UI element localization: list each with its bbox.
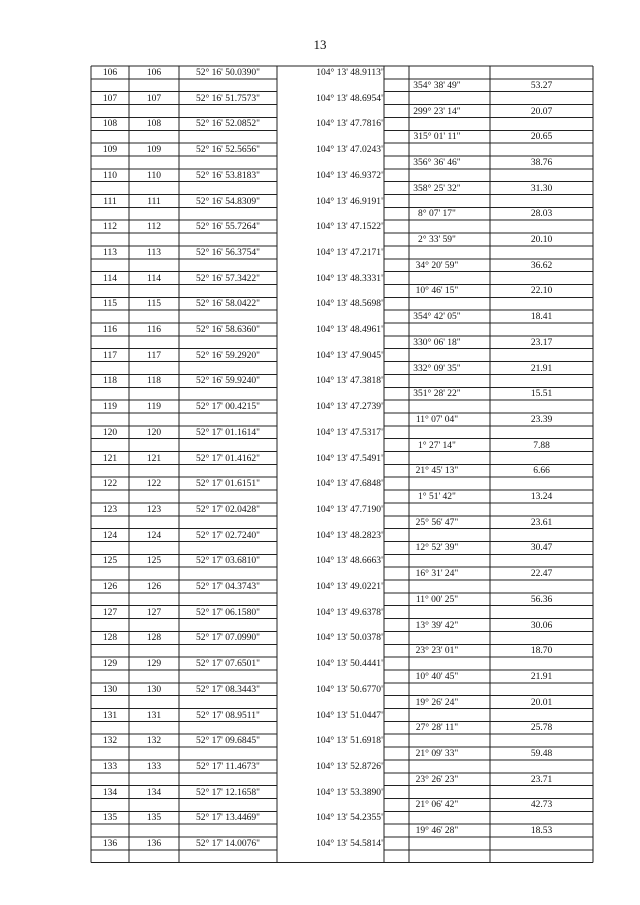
point-longitude: 104° 13' 51.0447" xyxy=(316,710,385,721)
segment-angle: 23° 23' 01" xyxy=(415,646,459,657)
segment-angle: 10° 46' 15" xyxy=(415,286,459,297)
point-id: 113 xyxy=(103,247,117,258)
point-latitude: 52° 17' 01.6151" xyxy=(195,479,260,490)
point-longitude: 104° 13' 47.1522" xyxy=(316,222,385,233)
point-longitude: 104° 13' 51.6918" xyxy=(316,736,385,747)
segment-length: 25.78 xyxy=(530,723,553,734)
segment-length: 18.53 xyxy=(530,826,553,837)
point-number: 120 xyxy=(146,427,162,438)
point-number: 113 xyxy=(147,247,161,258)
point-latitude: 52° 17' 01.1614" xyxy=(195,427,260,438)
segment-angle: 8° 07' 17" xyxy=(418,209,456,220)
point-latitude: 52° 17' 14.0076" xyxy=(195,839,260,849)
point-latitude: 52° 17' 07.0990" xyxy=(195,633,260,644)
point-longitude: 104° 13' 54.5814" xyxy=(316,839,385,849)
segment-length: 18.70 xyxy=(530,646,553,657)
point-id: 115 xyxy=(103,299,117,310)
point-latitude: 52° 16' 52.0852" xyxy=(195,119,260,130)
point-latitude: 52° 16' 54.8309" xyxy=(195,196,260,207)
segment-angle: 21° 45' 13" xyxy=(415,466,459,477)
point-number: 133 xyxy=(146,761,162,772)
segment-angle: 34° 20' 59" xyxy=(415,260,459,271)
point-longitude: 104° 13' 48.4961" xyxy=(316,325,385,335)
segment-angle: 21° 09' 33" xyxy=(415,749,459,760)
point-latitude: 52° 17' 02.0428" xyxy=(195,504,260,515)
point-number: 123 xyxy=(146,504,162,515)
segment-length: 7.88 xyxy=(533,440,550,451)
point-latitude: 52° 17' 02.7240" xyxy=(195,530,260,541)
point-longitude: 104° 13' 48.6954" xyxy=(316,93,385,104)
segment-length: 22.10 xyxy=(530,286,553,297)
segment-length: 23.39 xyxy=(530,414,553,425)
point-number: 130 xyxy=(146,684,162,695)
point-id: 131 xyxy=(102,710,118,721)
point-number: 127 xyxy=(146,607,162,618)
point-id: 129 xyxy=(102,659,118,670)
point-id: 124 xyxy=(102,530,118,541)
point-number: 118 xyxy=(147,376,161,387)
segment-angle: 1° 51' 42" xyxy=(418,492,456,503)
segment-angle: 23° 26' 23" xyxy=(415,774,459,785)
point-number: 109 xyxy=(146,145,162,156)
point-number: 128 xyxy=(146,633,162,644)
point-id: 107 xyxy=(102,93,118,104)
point-number: 108 xyxy=(146,119,162,130)
point-id: 111 xyxy=(103,196,117,207)
segment-length: 56.36 xyxy=(530,594,553,605)
point-number: 112 xyxy=(147,222,161,233)
segment-angle: 1° 27' 14" xyxy=(418,440,456,451)
point-number: 116 xyxy=(147,325,161,335)
point-latitude: 52° 16' 57.3422" xyxy=(195,273,260,284)
point-id: 109 xyxy=(102,145,118,156)
segment-length: 21.91 xyxy=(530,363,553,374)
segment-length: 20.65 xyxy=(530,132,553,143)
segment-length: 42.73 xyxy=(530,800,553,811)
point-longitude: 104° 13' 54.2355" xyxy=(316,813,385,824)
point-id: 106 xyxy=(102,68,118,78)
segment-length: 22.47 xyxy=(530,569,553,580)
point-longitude: 104° 13' 50.4441" xyxy=(316,659,385,670)
point-latitude: 52° 16' 56.3754" xyxy=(195,247,260,258)
segment-angle: 12° 52' 39" xyxy=(415,543,459,554)
point-number: 129 xyxy=(146,659,162,670)
point-longitude: 104° 13' 47.9045" xyxy=(316,350,385,361)
point-latitude: 52° 16' 59.2920" xyxy=(195,350,260,361)
point-latitude: 52° 16' 58.6360" xyxy=(195,325,260,335)
point-number: 136 xyxy=(146,839,162,849)
segment-length: 31.30 xyxy=(530,183,553,194)
segment-length: 53.27 xyxy=(530,80,553,91)
point-longitude: 104° 13' 46.9372" xyxy=(316,170,385,181)
segment-angle: 315° 01' 11" xyxy=(413,132,461,143)
segment-angle: 11° 00' 25" xyxy=(415,594,459,605)
segment-length: 38.76 xyxy=(530,157,553,168)
segment-length: 28.03 xyxy=(530,209,553,220)
point-number: 110 xyxy=(147,170,161,181)
page-number: 13 xyxy=(313,37,327,52)
point-id: 112 xyxy=(103,222,117,233)
point-number: 125 xyxy=(146,556,162,567)
point-id: 108 xyxy=(102,119,118,130)
point-id: 123 xyxy=(102,504,118,515)
segment-length: 6.66 xyxy=(533,466,550,477)
segment-angle: 354° 38' 49" xyxy=(413,80,461,91)
point-id: 127 xyxy=(102,607,118,618)
point-longitude: 104° 13' 53.3890" xyxy=(316,787,385,798)
segment-angle: 10° 40' 45" xyxy=(415,671,459,682)
point-number: 117 xyxy=(147,350,161,361)
point-id: 110 xyxy=(103,170,117,181)
point-latitude: 52° 17' 04.3743" xyxy=(195,582,260,592)
point-id: 135 xyxy=(102,813,118,824)
point-latitude: 52° 17' 03.6810" xyxy=(195,556,260,567)
point-longitude: 104° 13' 47.5317" xyxy=(316,427,385,438)
point-latitude: 52° 17' 11.4673" xyxy=(196,761,260,772)
point-longitude: 104° 13' 49.6378" xyxy=(316,607,385,618)
segment-length: 30.06 xyxy=(530,620,553,631)
point-longitude: 104° 13' 47.6848" xyxy=(316,479,385,490)
point-latitude: 52° 17' 12.1658" xyxy=(195,787,260,798)
point-longitude: 104° 13' 52.8726" xyxy=(316,761,385,772)
point-number: 135 xyxy=(146,813,162,824)
segment-length: 20.01 xyxy=(530,697,553,708)
point-latitude: 52° 17' 07.6501" xyxy=(195,659,260,670)
point-latitude: 52° 17' 06.1580" xyxy=(195,607,260,618)
segment-angle: 330° 06' 18" xyxy=(413,337,461,348)
segment-length: 23.17 xyxy=(530,337,553,348)
point-number: 134 xyxy=(146,787,162,798)
point-longitude: 104° 13' 47.3818" xyxy=(316,376,385,387)
segment-angle: 19° 46' 28" xyxy=(415,826,459,837)
point-longitude: 104° 13' 48.3331" xyxy=(316,273,385,284)
point-longitude: 104° 13' 46.9191" xyxy=(316,196,385,207)
point-number: 111 xyxy=(147,196,161,207)
point-latitude: 52° 17' 13.4469" xyxy=(195,813,260,824)
point-number: 122 xyxy=(146,479,162,490)
point-latitude: 52° 16' 50.0390" xyxy=(195,68,260,78)
segment-angle: 16° 31' 24" xyxy=(415,569,459,580)
point-id: 132 xyxy=(102,736,118,747)
point-longitude: 104° 13' 48.9113" xyxy=(316,68,385,78)
segment-length: 15.51 xyxy=(530,389,553,400)
point-longitude: 104° 13' 48.6663" xyxy=(316,556,385,567)
point-id: 122 xyxy=(102,479,118,490)
point-number: 124 xyxy=(146,530,162,541)
point-id: 116 xyxy=(103,325,117,335)
point-latitude: 52° 16' 59.9240" xyxy=(195,376,260,387)
point-id: 128 xyxy=(102,633,118,644)
segment-angle: 351° 28' 22" xyxy=(413,389,461,400)
point-longitude: 104° 13' 47.2171" xyxy=(316,247,385,258)
point-id: 117 xyxy=(103,350,117,361)
segment-length: 23.61 xyxy=(530,517,553,528)
point-id: 136 xyxy=(102,839,118,849)
point-latitude: 52° 17' 08.3443" xyxy=(195,684,260,695)
point-id: 118 xyxy=(103,376,117,387)
point-latitude: 52° 16' 53.8183" xyxy=(195,170,260,181)
segment-angle: 27° 28' 11" xyxy=(415,723,459,734)
segment-length: 23.71 xyxy=(530,774,553,785)
point-number: 119 xyxy=(147,402,161,413)
segment-angle: 11° 07' 04" xyxy=(415,414,459,425)
point-latitude: 52° 16' 51.7573" xyxy=(195,93,260,104)
point-longitude: 104° 13' 47.2739" xyxy=(316,402,385,413)
point-number: 121 xyxy=(146,453,162,464)
segment-angle: 21° 06' 42" xyxy=(415,800,459,811)
point-id: 125 xyxy=(102,556,118,567)
point-id: 120 xyxy=(102,427,118,438)
segment-angle: 358° 25' 32" xyxy=(413,183,461,194)
point-latitude: 52° 16' 52.5656" xyxy=(195,145,260,156)
point-longitude: 104° 13' 47.7190" xyxy=(316,504,385,515)
point-id: 130 xyxy=(102,684,118,695)
segment-length: 21.91 xyxy=(530,671,553,682)
segment-length: 20.07 xyxy=(530,106,553,117)
point-number: 114 xyxy=(147,273,161,284)
segment-angle: 19° 26' 24" xyxy=(415,697,459,708)
point-longitude: 104° 13' 48.2823" xyxy=(316,530,385,541)
point-number: 115 xyxy=(147,299,161,310)
point-id: 121 xyxy=(102,453,118,464)
segment-length: 36.62 xyxy=(530,260,553,271)
point-id: 119 xyxy=(103,402,117,413)
segment-angle: 354° 42' 05" xyxy=(413,312,461,323)
point-longitude: 104° 13' 47.5491" xyxy=(316,453,385,464)
point-number: 106 xyxy=(146,68,162,78)
point-latitude: 52° 17' 00.4215" xyxy=(195,402,260,413)
point-longitude: 104° 13' 47.7816" xyxy=(316,119,385,130)
point-longitude: 104° 13' 50.6770" xyxy=(316,684,385,695)
point-latitude: 52° 17' 09.6845" xyxy=(195,736,260,747)
point-number: 131 xyxy=(146,710,162,721)
segment-angle: 299° 23' 14" xyxy=(413,106,461,117)
point-latitude: 52° 16' 58.0422" xyxy=(195,299,260,310)
segment-length: 30.47 xyxy=(530,543,553,554)
point-number: 107 xyxy=(146,93,162,104)
point-id: 114 xyxy=(103,273,117,284)
segment-angle: 25° 56' 47" xyxy=(415,517,459,528)
segment-length: 18.41 xyxy=(530,312,553,323)
point-id: 133 xyxy=(102,761,118,772)
segment-length: 13.24 xyxy=(530,492,553,503)
point-id: 134 xyxy=(102,787,118,798)
point-longitude: 104° 13' 48.5698" xyxy=(316,299,385,310)
point-latitude: 52° 17' 01.4162" xyxy=(195,453,260,464)
point-id: 126 xyxy=(102,582,118,592)
point-longitude: 104° 13' 47.0243" xyxy=(316,145,385,156)
point-latitude: 52° 17' 08.9511" xyxy=(196,710,260,721)
point-latitude: 52° 16' 55.7264" xyxy=(195,222,260,233)
segment-length: 59.48 xyxy=(530,749,553,760)
segment-angle: 13° 39' 42" xyxy=(415,620,459,631)
point-number: 126 xyxy=(146,582,162,592)
segment-angle: 356° 36' 46" xyxy=(413,157,461,168)
segment-angle: 332° 09' 35" xyxy=(413,363,461,374)
segment-angle: 2° 33' 59" xyxy=(418,235,456,246)
segment-length: 20.10 xyxy=(530,235,553,246)
point-longitude: 104° 13' 50.0378" xyxy=(316,633,385,644)
point-number: 132 xyxy=(146,736,162,747)
point-longitude: 104° 13' 49.0221" xyxy=(316,582,385,592)
